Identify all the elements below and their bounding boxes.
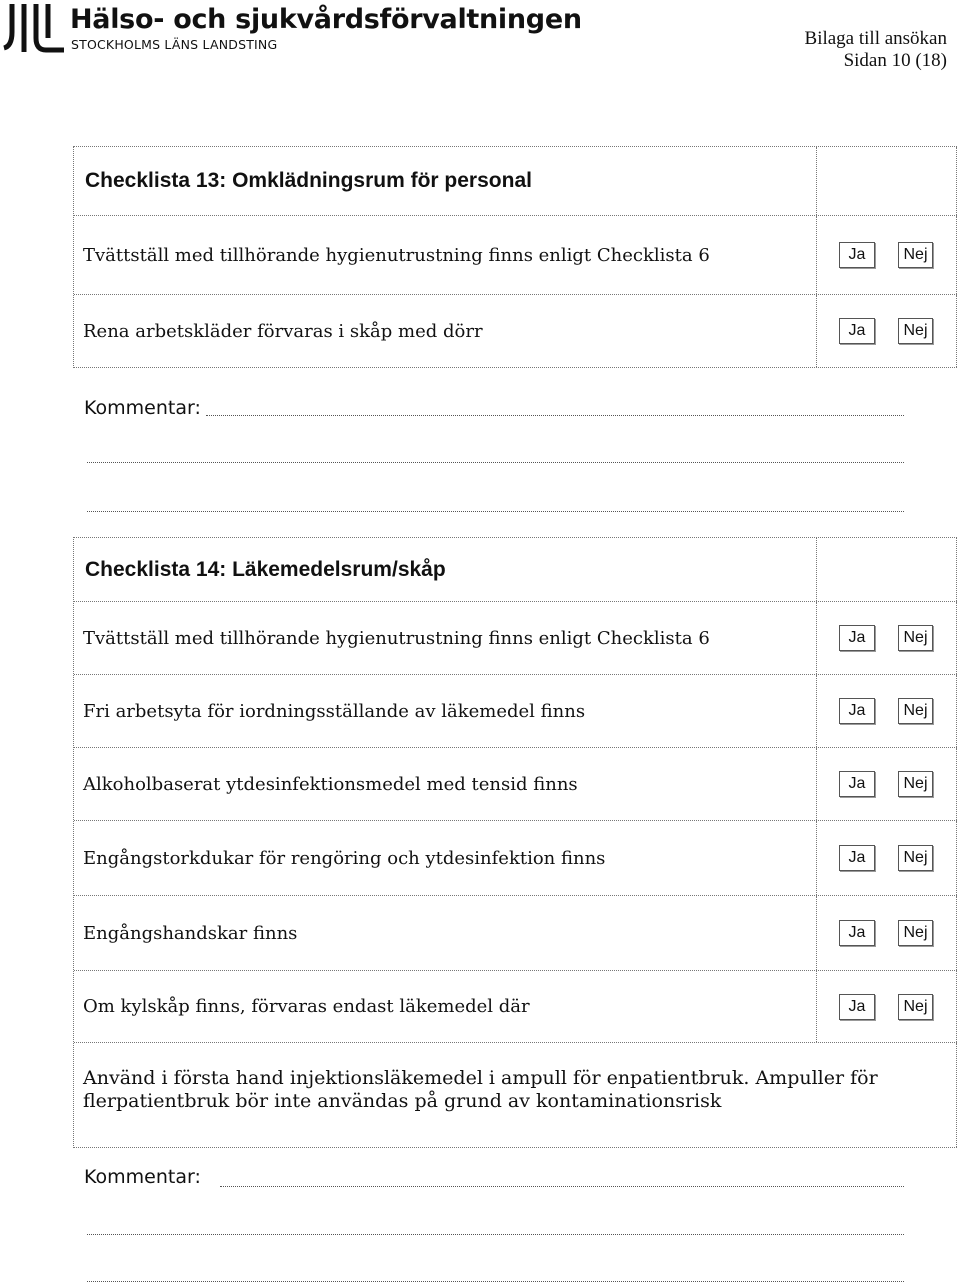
page-number: Sidan 10 (18) — [843, 50, 947, 71]
comment-line[interactable] — [87, 462, 904, 463]
comment-line[interactable] — [87, 1281, 904, 1282]
comment-line[interactable] — [87, 1234, 904, 1235]
comment-line[interactable] — [87, 511, 904, 512]
checklist-13-table — [73, 146, 957, 368]
item-label: Rena arbetskläder förvaras i skåp med dörr — [74, 295, 817, 367]
yes-checkbox[interactable]: Ja — [839, 242, 875, 268]
organization-logo — [0, 0, 582, 56]
yes-checkbox[interactable]: Ja — [839, 845, 875, 871]
item-label: Engångshandskar finns — [74, 896, 817, 970]
table-row — [74, 971, 957, 1043]
no-checkbox[interactable]: Nej — [898, 994, 933, 1020]
yes-checkbox[interactable]: Ja — [839, 771, 875, 797]
item-label: Fri arbetsyta för iordningsställande av läkemedel finns — [74, 675, 817, 747]
no-checkbox[interactable]: Nej — [898, 845, 933, 871]
sll-logo-mark — [2, 2, 66, 54]
table-title-row — [74, 538, 957, 602]
table-row — [74, 295, 957, 368]
document-label: Bilaga till ansökan — [804, 28, 947, 49]
comment-label: Kommentar: — [84, 397, 201, 419]
checklist-13-title: Checklista 13: Omklädningsrum för personal — [85, 169, 532, 192]
table-row — [74, 216, 957, 295]
table-row — [74, 748, 957, 821]
checklist-14-note: Använd i första hand injektionsläkemedel i ampull för enpatientbruk. Ampuller för flerpatientbruk bör inte användas på grund av kontaminationsrisk — [74, 1043, 957, 1147]
yes-checkbox[interactable]: Ja — [839, 318, 875, 344]
item-label: Om kylskåp finns, förvaras endast läkemedel där — [74, 971, 817, 1042]
item-label: Alkoholbaserat ytdesinfektionsmedel med tensid finns — [74, 748, 817, 820]
comment-line[interactable] — [220, 1186, 904, 1187]
item-label: Tvättställ med tillhörande hygienutrustning finns enligt Checklista 6 — [74, 602, 817, 674]
yes-checkbox[interactable]: Ja — [839, 625, 875, 651]
organization-name: Hälso- och sjukvårdsförvaltningen — [70, 4, 582, 35]
table-row — [74, 675, 957, 748]
no-checkbox[interactable]: Nej — [898, 242, 933, 268]
yes-checkbox[interactable]: Ja — [839, 920, 875, 946]
item-label: Engångstorkdukar för rengöring och ytdesinfektion finns — [74, 821, 817, 895]
note-row — [74, 1043, 957, 1148]
yes-checkbox[interactable]: Ja — [839, 994, 875, 1020]
checklist-14-title: Checklista 14: Läkemedelsrum/skåp — [85, 557, 446, 581]
no-checkbox[interactable]: Nej — [898, 771, 933, 797]
comment-line[interactable] — [206, 415, 904, 416]
no-checkbox[interactable]: Nej — [898, 318, 933, 344]
organization-subtitle: STOCKHOLMS LÄNS LANDSTING — [71, 37, 278, 52]
table-row — [74, 602, 957, 675]
no-checkbox[interactable]: Nej — [898, 920, 933, 946]
table-title-row — [74, 147, 957, 216]
yes-checkbox[interactable]: Ja — [839, 698, 875, 724]
page-info — [805, 28, 947, 72]
table-row — [74, 821, 957, 896]
comment-label: Kommentar: — [84, 1166, 201, 1188]
table-row — [74, 896, 957, 971]
no-checkbox[interactable]: Nej — [898, 698, 933, 724]
item-label: Tvättställ med tillhörande hygienutrustning finns enligt Checklista 6 — [74, 216, 817, 294]
no-checkbox[interactable]: Nej — [898, 625, 933, 651]
checklist-14-table — [73, 537, 957, 1148]
